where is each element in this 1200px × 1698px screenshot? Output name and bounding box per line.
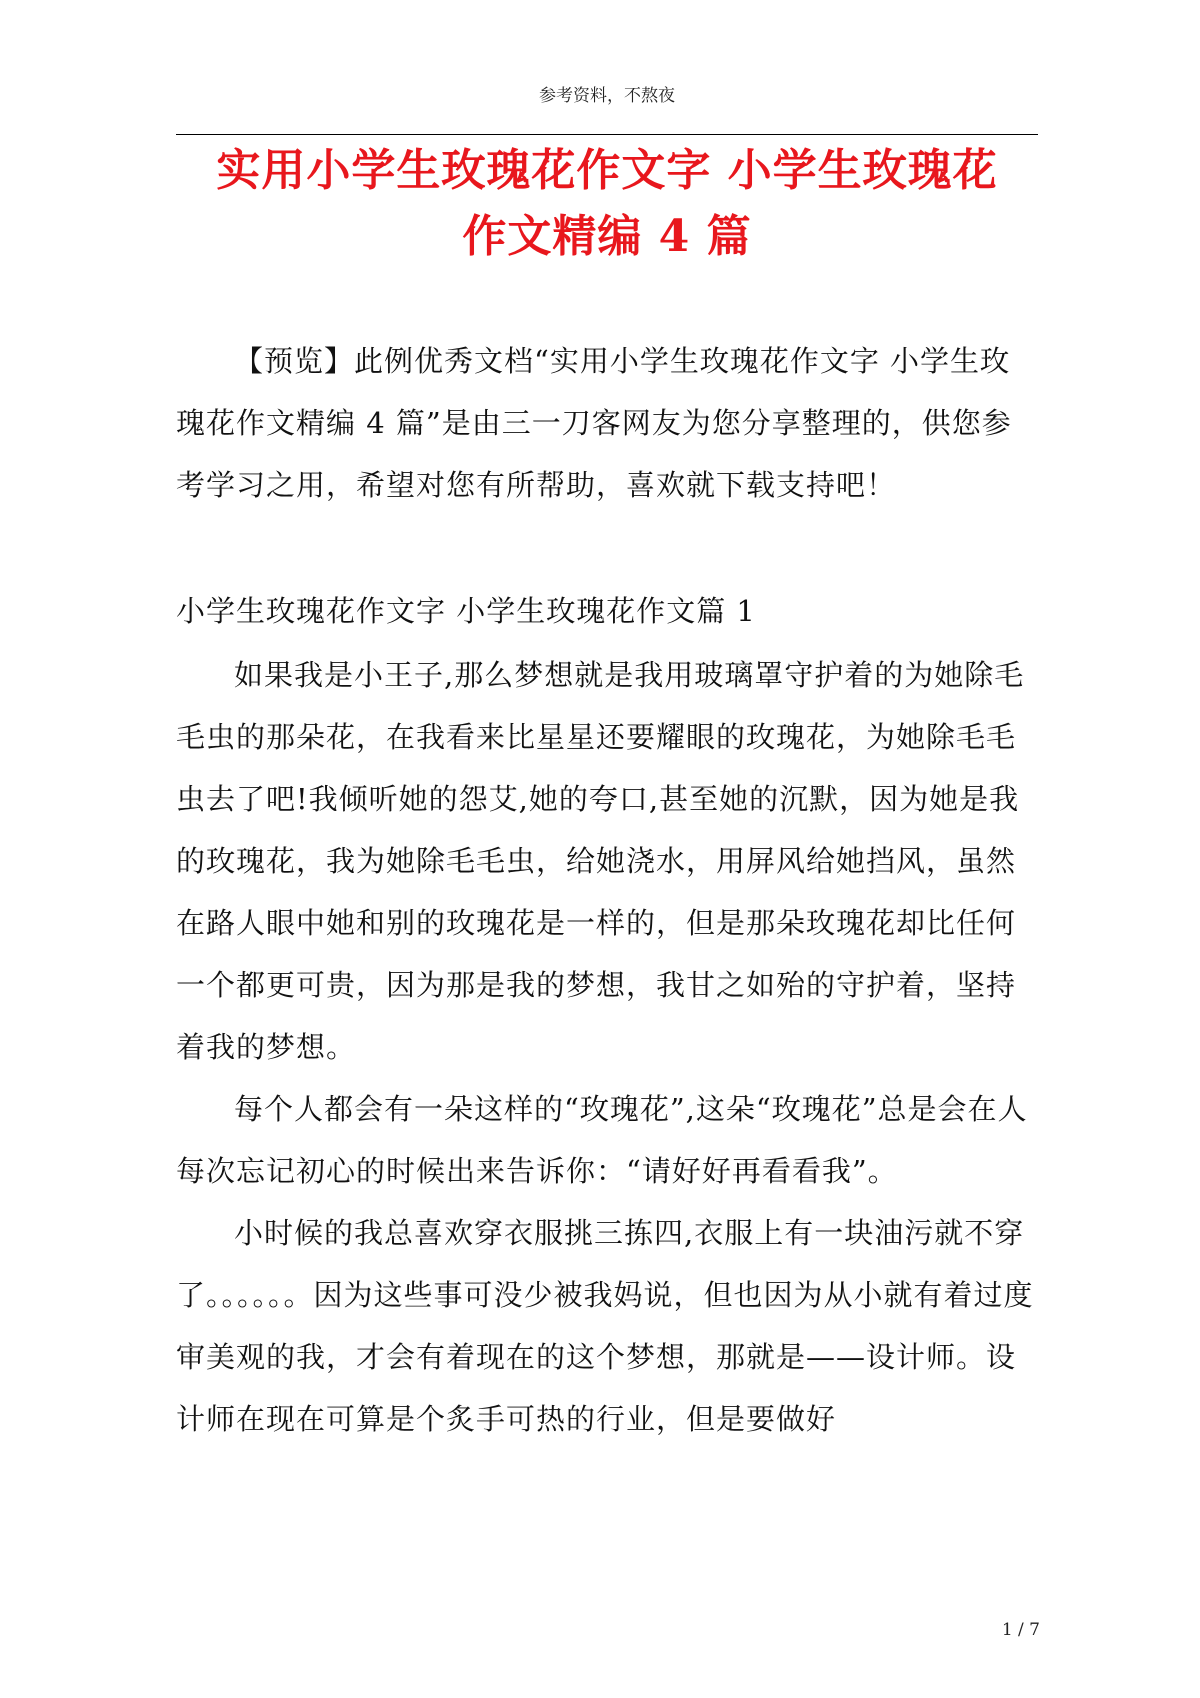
- page-header: 参考资料，不熬夜: [539, 86, 675, 106]
- page-number: 1 / 7: [1001, 1620, 1040, 1640]
- essay-paragraph: 小时候的我总喜欢穿衣服挑三拣四,衣服上有一块油污就不穿了。。。。。。因为这些事可没少被我妈说，但也因为从小就有着过度审美观的我，才会有着现在的这个梦想，那就是——设计师。设计师在现在可算是个炙手可热的行业，但是要做好: [176, 1216, 1034, 1436]
- essay-paragraph: 如果我是小王子,那么梦想就是我用玻璃罩守护着的为她除毛毛虫的那朵花，在我看来比星星还要耀眼的玫瑰花，为她除毛毛虫去了吧!我倾听她的怨艾,她的夸口,甚至她的沉默，因为她是我的玫瑰花，我为她除毛毛虫，给她浇水，用屏风给她挡风，虽然在路人眼中她和别的玫瑰花是一样的，但是那朵玫瑰花却比任何一个都更可贵，因为那是我的梦想，我甘之如殆的守护着，坚持着我的梦想。: [176, 658, 1025, 1064]
- document-title: [176, 138, 1038, 270]
- preview-block: [176, 330, 1038, 516]
- section-heading: 小学生玫瑰花作文字 小学生玫瑰花作文篇 1: [176, 594, 756, 628]
- title-line-2: 作文精编 4 篇: [462, 211, 752, 262]
- essay-paragraph: 每个人都会有一朵这样的“玫瑰花”,这朵“玫瑰花”总是会在人每次忘记初心的时候出来告诉你：“请好好再看看我”。: [176, 1092, 1028, 1188]
- essay-body: [176, 644, 1038, 1450]
- header-divider: [176, 134, 1038, 135]
- preview-paragraph: 【预览】此例优秀文档“实用小学生玫瑰花作文字 小学生玫瑰花作文精编 4 篇”是由三一刀客网友为您分享整理的，供您参考学习之用，希望对您有所帮助，喜欢就下载支持吧！: [176, 344, 1012, 502]
- title-line-1: 实用小学生玫瑰花作文字 小学生玫瑰花: [216, 145, 998, 196]
